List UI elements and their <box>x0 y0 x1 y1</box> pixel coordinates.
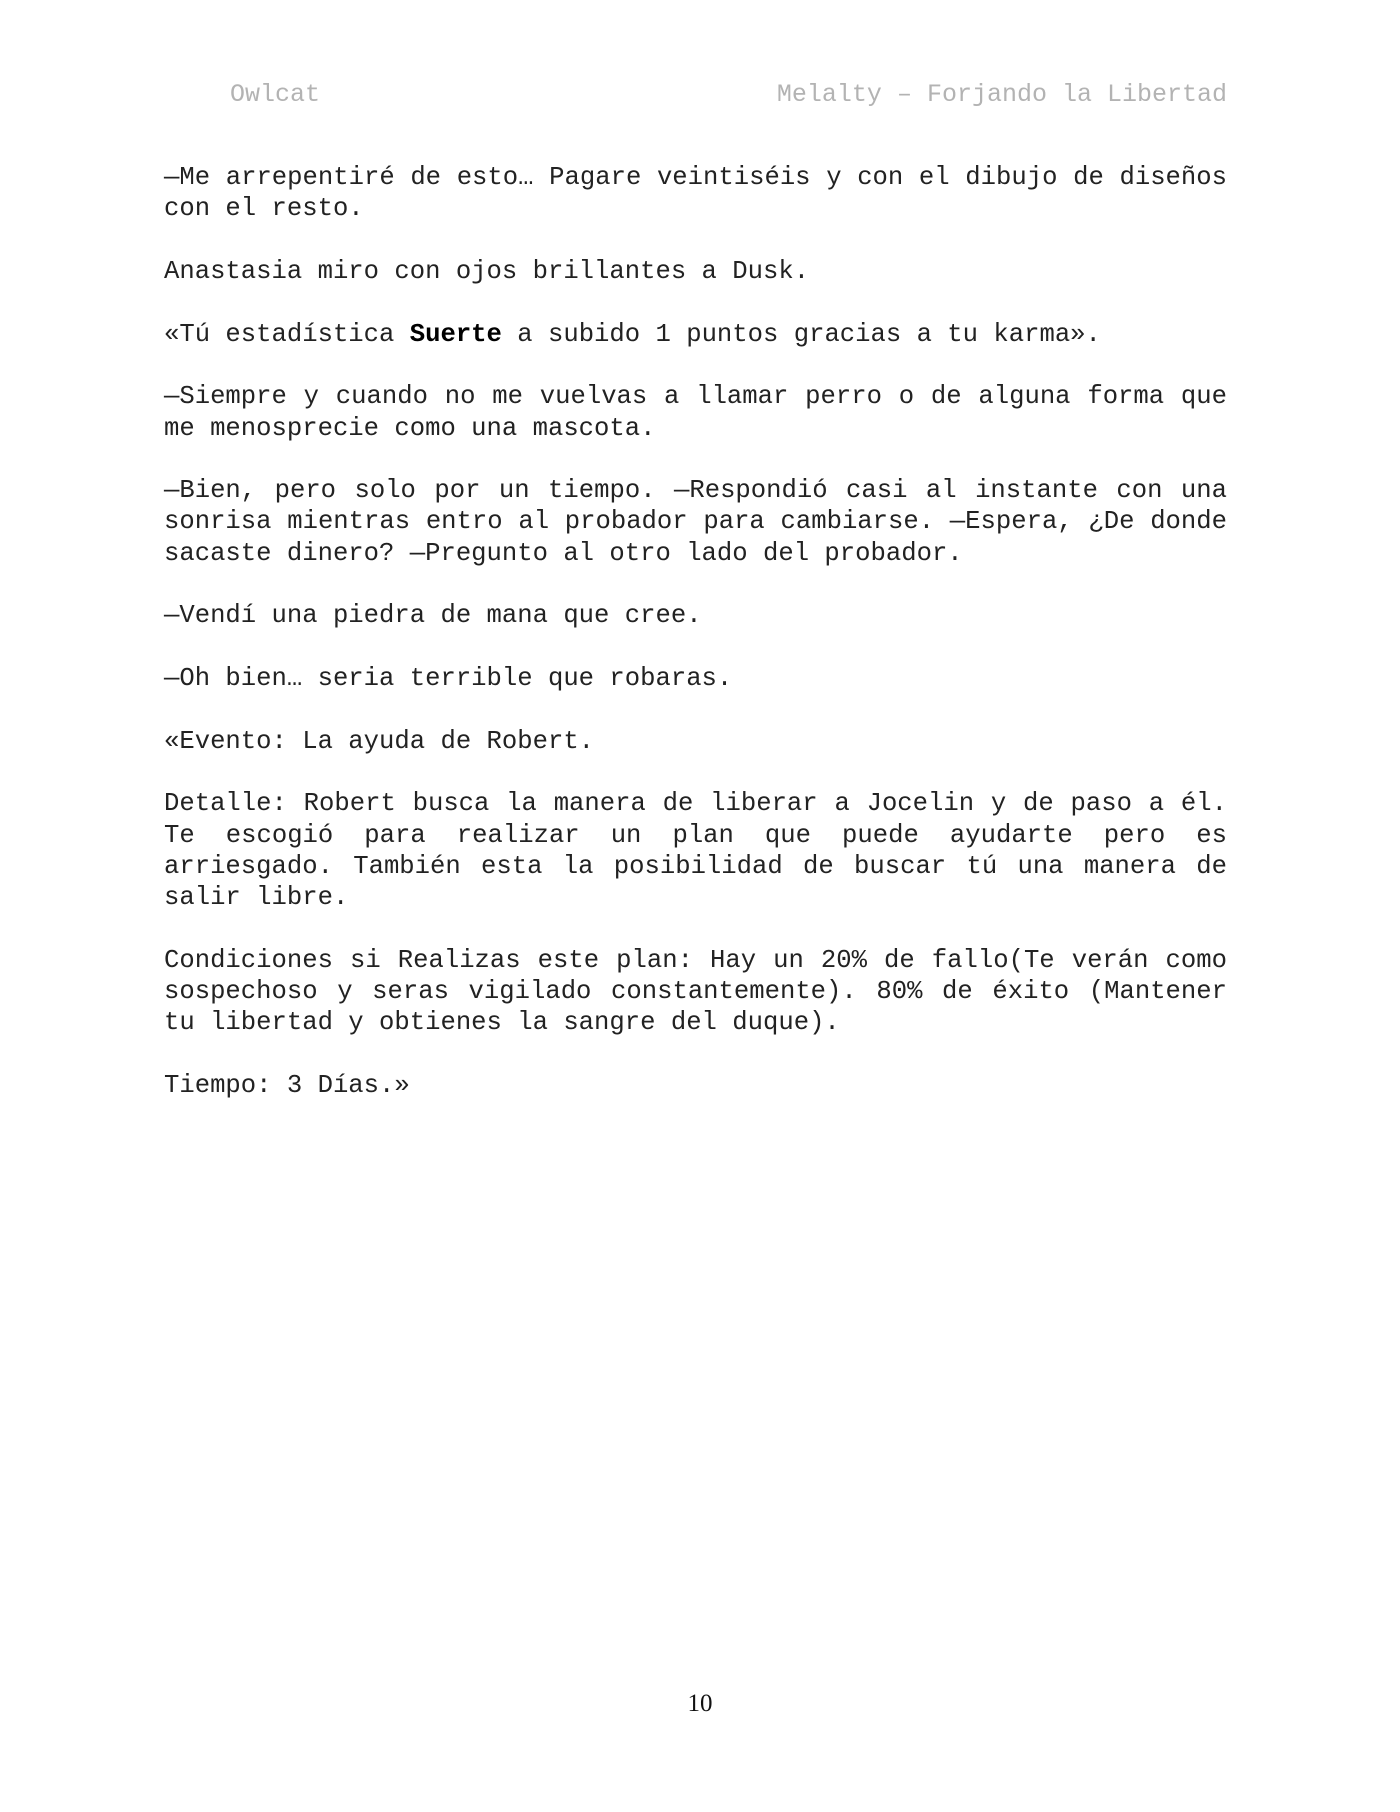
paragraph-stat-notice <box>164 319 1227 350</box>
paragraph: —Bien, pero solo por un tiempo. —Respondió casi al instante con una sonrisa mientras entro al probador para cambiarse. —Espera, ¿De donde sacaste dinero? —Pregunto al otro lado del probador. <box>164 476 1227 568</box>
paragraph: —Oh bien… seria terrible que robaras. <box>164 664 733 694</box>
paragraph-event-detail: Detalle: Robert busca la manera de liberar a Jocelin y de paso a él. Te escogió para realizar un plan que puede ayudarte pero es arriesgado. También esta la posibilidad de buscar tú una manera de salir libre. <box>164 789 1227 913</box>
stat-name: Suerte <box>409 319 502 349</box>
stat-notice-end: a subido 1 puntos gracias a tu karma». <box>501 319 1101 349</box>
body-text <box>164 162 1227 1133</box>
header-author: Owlcat <box>230 80 321 109</box>
paragraph-event-title: «Evento: La ayuda de Robert. <box>164 726 595 756</box>
paragraph-event-conditions: Condiciones si Realizas este plan: Hay un 20% de fallo(Te verán como sospechoso y seras vigilado constantemente). 80% de éxito (Mantener tu libertad y obtienes la sangre del duque). <box>164 945 1227 1038</box>
running-header <box>230 80 1227 114</box>
paragraph: —Vendí una piedra de mana que cree. <box>164 601 702 631</box>
paragraph: —Me arrepentiré de esto… Pagare veintiséis y con el dibujo de diseños con el resto. <box>164 163 1227 224</box>
paragraph: —Siempre y cuando no me vuelvas a llamar perro o de alguna forma que me menosprecie como una mascota. <box>164 382 1227 443</box>
stat-notice-start: «Tú estadística <box>164 319 410 349</box>
paragraph-event-time: Tiempo: 3 Días.» <box>164 1070 410 1100</box>
page-number: 10 <box>687 1690 713 1717</box>
paragraph: Anastasia miro con ojos brillantes a Dusk. <box>164 256 810 286</box>
header-title: Melalty – Forjando la Libertad <box>776 80 1227 109</box>
